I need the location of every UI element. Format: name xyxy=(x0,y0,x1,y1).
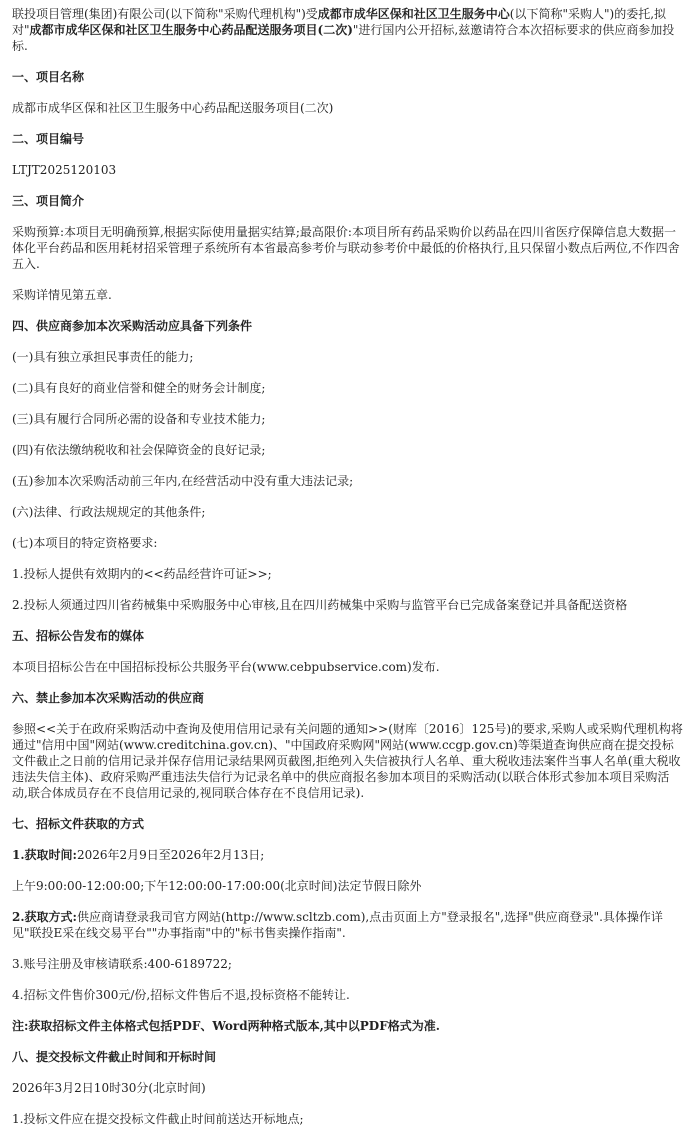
section-6-heading: 六、禁止参加本次采购活动的供应商 xyxy=(12,691,205,705)
section-7-heading: 七、招标文件获取的方式 xyxy=(12,817,145,831)
project-title-text: 成都市成华区保和社区卫生服务中心药品配送服务项目(二次) xyxy=(12,101,334,115)
condition-item: (三)具有履行合同所必需的设备和专业技术能力; xyxy=(12,412,266,426)
intro-text-2: (以下简称"采购人")的委托,拟对" xyxy=(12,7,667,37)
condition-item: 1.投标人提供有效期内的<<药品经营许可证>>; xyxy=(12,567,272,581)
acquisition-time xyxy=(12,847,684,863)
condition-item: (五)参加本次采购活动前三年内,在经营活动中没有重大违法记录; xyxy=(12,474,354,488)
acquisition-hours: 上午9:00:00-12:00:00;下午12:00:00-17:00:00(北京时间)法定节假日除外 xyxy=(12,879,422,893)
budget-text: 采购预算:本项目无明确预算,根据实际使用量据实结算;最高限价:本项目所有药品采购价以药品在四川省医疗保障信息大数据一体化平台药品和医用耗材招采管理子系统所有本省最高参考价与联动参考价中最低的价格执行,且只保留小数点后两位,不作四舍五入. xyxy=(12,225,680,271)
condition-item: (六)法律、行政法规规定的其他条件; xyxy=(12,505,206,519)
section-1-heading: 一、项目名称 xyxy=(12,70,85,84)
purchaser-name: 成都市成华区保和社区卫生服务中心 xyxy=(317,7,510,21)
condition-item: (七)本项目的特定资格要求: xyxy=(12,536,158,550)
document-price: 4.招标文件售价300元/份,招标文件售后不退,投标资格不能转让. xyxy=(12,988,350,1002)
section-8-heading: 八、提交投标文件截止时间和开标时间 xyxy=(12,1050,217,1064)
condition-item: 2.投标人须通过四川省药械集中采购服务中心审核,且在四川药械集中采购与监管平台已完成备案登记并具备配送资格 xyxy=(12,598,628,612)
prohibited-suppliers-text: 参照<<关于在政府采购活动中查询及使用信用记录有关问题的通知>>(财库〔2016〕125号)的要求,采购人或采购代理机构将通过"信用中国"网站(www.creditchina.gov.cn)、"中国政府采购网"网站(www.ccgp.gov.cn)等渠道查询供应商在提交投标文件截止之日前的信用记录并保存信用记录结果网页截图,拒绝列入失信被执行人名单、重大税收违法案件当事人名单(重大税收违法失信主体)、政府采购严重违法失信行为记录名单中的供应商报名参加本项目的采购活动(以联合体形式参加本项目采购活动,联合体成员存在不良信用记录的,视同联合体存在不良信用记录). xyxy=(12,722,683,800)
acquisition-method xyxy=(12,909,684,941)
intro-text-3: "进行国内公开招标,兹邀请符合本次招标要求的供应商参加投标. xyxy=(12,23,675,53)
submission-item: 1.投标文件应在提交投标文件截止时间前送达开标地点; xyxy=(12,1112,304,1126)
section-4-heading: 四、供应商参加本次采购活动应具备下列条件 xyxy=(12,319,253,333)
condition-item: (二)具有良好的商业信誉和健全的财务会计制度; xyxy=(12,381,266,395)
project-number-text: LTJT2025120103 xyxy=(12,163,117,177)
condition-item: (四)有依法缴纳税收和社会保障资金的良好记录; xyxy=(12,443,266,457)
intro-text-1: 联投项目管理(集团)有限公司(以下简称"采购代理机构")受 xyxy=(12,7,318,21)
section-5-heading: 五、招标公告发布的媒体 xyxy=(12,629,145,643)
deadline-text: 2026年3月2日10时30分(北京时间) xyxy=(12,1081,206,1095)
acquisition-time-label: 1.获取时间: xyxy=(12,848,77,862)
project-name: 成都市成华区保和社区卫生服务中心药品配送服务项目(二次) xyxy=(29,23,353,37)
acquisition-method-value: 供应商请登录我司官方网站(http://www.scltzb.com),点击页面上方"登录报名",选择"供应商登录".具体操作详见"联投E采在线交易平台""办事指南"中的"标书售卖操作指南". xyxy=(12,910,663,940)
intro-paragraph xyxy=(12,6,684,54)
format-note: 注:获取招标文件主体格式包括PDF、Word两种格式版本,其中以PDF格式为准. xyxy=(12,1019,440,1033)
acquisition-time-value: 2026年2月9日至2026年2月13日; xyxy=(76,848,265,862)
acquisition-method-label: 2.获取方式: xyxy=(12,910,77,924)
condition-item: (一)具有独立承担民事责任的能力; xyxy=(12,350,194,364)
section-2-heading: 二、项目编号 xyxy=(12,132,85,146)
registration-contact: 3.账号注册及审核请联系:400-6189722; xyxy=(12,957,232,971)
procurement-details-text: 采购详情见第五章. xyxy=(12,288,112,302)
publication-media-text: 本项目招标公告在中国招标投标公共服务平台(www.cebpubservice.com)发布. xyxy=(12,660,440,674)
section-3-heading: 三、项目简介 xyxy=(12,194,85,208)
